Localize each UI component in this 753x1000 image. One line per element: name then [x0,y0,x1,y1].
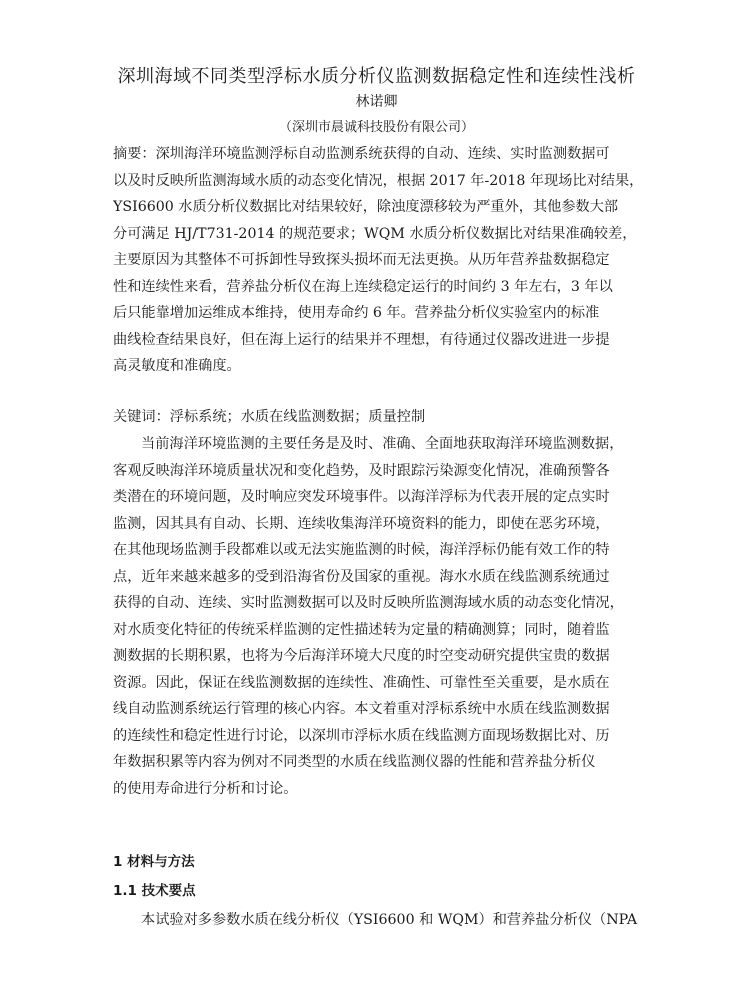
intro-line: 的连续性和稳定性进行讨论，以深圳市浮标水质在线监测方面现场数据比对、历 [113,727,610,744]
intro-line: 监测，因其具有自动、长期、连续收集海洋环境资料的能力，即使在恶劣环境， [113,515,610,532]
intro-line: 当前海洋环境监测的主要任务是及时、准确、全面地获取海洋环境监测数据， [141,436,624,452]
intro-line: 的使用寿命进行分析和讨论。 [113,780,298,797]
intro-line: 测数据的长期积累，也将为今后海洋环境大尺度的时空变动研究提供宝贵的数据 [113,648,610,664]
intro-line: 资源。因此，保证在线监测数据的连续性、准确性、可靠性至关重要，是水质在 [113,674,610,691]
abstract-line: 后只能靠增加运维成本维持，使用寿命约 6 年。营养盐分析仪实验室内的标准 [113,305,600,321]
intro-line: 点，近年来越来越多的受到沿海省份及国家的重视。海水水质在线监测系统通过 [113,568,610,585]
introduction [113,431,643,802]
intro-line: 线自动监测系统运行管理的核心内容。本文着重对浮标系统中水质在线监测数据 [113,701,610,717]
author-affiliation: （深圳市晨诚科技股份有限公司） [278,120,474,135]
section-heading-materials-methods: 1 材料与方法 [113,854,195,870]
abstract-line: YSI6600 水质分析仪数据比对结果较好，除浊度漂移较为严重外，其他参数大部 [113,199,619,215]
method-line: 本试验对多参数水质在线分析仪（YSI6600 和 WQM）和营养盐分析仪（NPA [141,912,638,928]
author-name: 林诺卿 [355,94,398,110]
intro-line: 对水质变化特征的传统采样监测的定性描述转为定量的精确测算；同时，随着监 [113,621,610,638]
abstract-line: 性和连续性来看，营养盐分析仪在海上连续稳定运行的时间约 3 年左右，3 年以 [113,278,613,295]
abstract-line: 主要原因为其整体不可拆卸性导致探头损坏而无法更换。从历年营养盐数据稳定 [113,252,610,268]
intro-line: 获得的自动、连续、实时监测数据可以及时反映所监测海域水质的动态变化情况， [113,595,624,611]
intro-line: 在其他现场监测手段都难以或无法实施监测的时候，海洋浮标仍能有效工作的特 [113,542,610,558]
abstract [113,141,643,380]
keywords-line: 关键词：浮标系统；水质在线监测数据；质量控制 [113,409,426,425]
keywords [113,404,643,431]
intro-line: 类潜在的环境问题，及时响应突发环境事件。以海洋浮标为代表开展的定点实时 [113,489,610,505]
subsection-heading-technical-points: 1.1 技术要点 [113,883,196,899]
paper-title: 深圳海域不同类型浮标水质分析仪监测数据稳定性和连续性浅析 [117,66,636,87]
abstract-line: 以及时反映所监测海域水质的动态变化情况，根据 2017 年-2018 年现场比对结果， [113,172,643,189]
abstract-line: 曲线检查结果良好，但在海上运行的结果并不理想，有待通过仪器改进进一步提 [113,331,610,348]
intro-line: 年数据积累等内容为例对不同类型的水质在线监测仪器的性能和营养盐分析仪 [113,754,596,770]
intro-line: 客观反映海洋环境质量状况和变化趋势，及时跟踪污染源变化情况，准确预警各 [113,462,610,479]
method-paragraph [113,907,643,934]
abstract-line: 分可满足 HJ/T731-2014 的规范要求；WQM 水质分析仪数据比对结果准确较差， [113,225,637,242]
abstract-line: 摘要：深圳海洋环境监测浮标自动监测系统获得的自动、连续、实时监测数据可 [113,146,610,162]
abstract-line: 高灵敏度和准确度。 [113,358,241,374]
